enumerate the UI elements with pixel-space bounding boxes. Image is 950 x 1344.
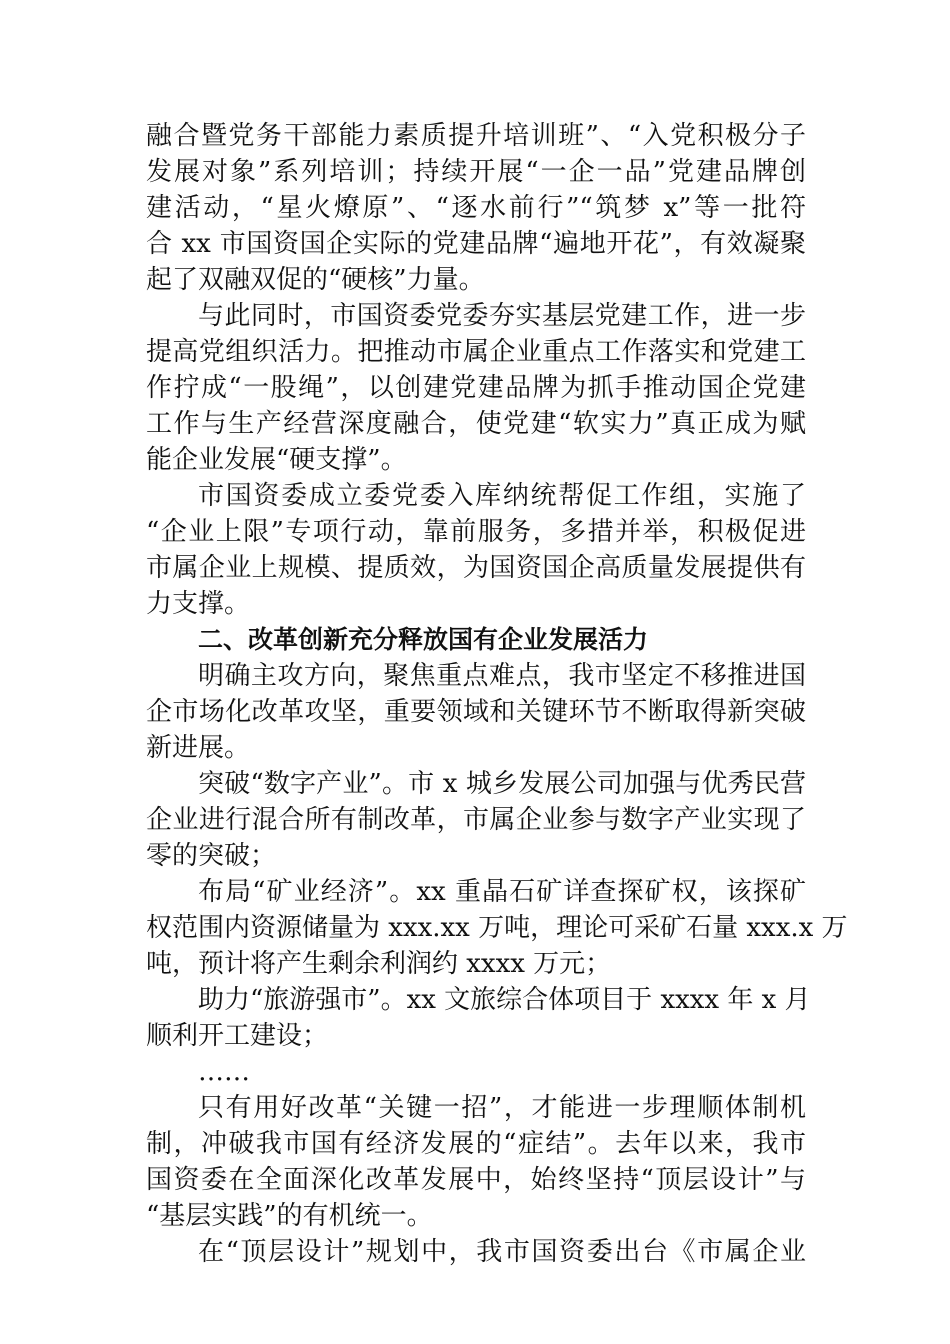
- text-line: 国资委在全面深化改革发展中，始终坚持“顶层设计”与: [146, 1165, 806, 1195]
- text-line: 权范围内资源储量为 xxx.xx 万吨，理论可采矿石量 xxx.x 万: [146, 913, 848, 943]
- text-line: 只有用好改革“关键一招”，才能进一步理顺体制机: [198, 1093, 806, 1123]
- text-line: “企业上限”专项行动，靠前服务，多措并举，积极促进: [146, 517, 806, 547]
- text-line: 布局“矿业经济”。xx 重晶石矿详查探矿权，该探矿: [198, 877, 806, 907]
- text-line: 新进展。: [146, 733, 251, 763]
- text-line: 吨，预计将产生剩余利润约 xxxx 万元；: [146, 949, 612, 979]
- text-line: 工作与生产经营深度融合，使党建“软实力”真正成为赋: [146, 409, 806, 439]
- text-line: 制，冲破我市国有经济发展的“症结”。去年以来，我市: [146, 1129, 806, 1159]
- text-line: 企业进行混合所有制改革，市属企业参与数字产业实现了: [146, 805, 806, 835]
- text-line: 力支撑。: [146, 589, 251, 619]
- text-line: 突破“数字产业”。市 x 城乡发展公司加强与优秀民营: [198, 769, 806, 799]
- text-line: 顺利开工建设；: [146, 1021, 329, 1051]
- text-line: “基层实践”的有机统一。: [146, 1201, 433, 1231]
- ellipsis: ……: [198, 1057, 250, 1087]
- text-line: 起了双融双促的“硬核”力量。: [146, 265, 485, 295]
- text-line: 零的突破；: [146, 841, 277, 871]
- text-line: 在“顶层设计”规划中，我市国资委出台《市属企业: [198, 1237, 806, 1267]
- text-line: 市属企业上规模、提质效，为国资国企高质量发展提供有: [146, 553, 806, 583]
- text-line: 助力“旅游强市”。xx 文旅综合体项目于 xxxx 年 x 月: [198, 985, 811, 1015]
- text-line: 市国资委成立委党委入库纳统帮促工作组，实施了: [198, 481, 806, 511]
- text-line: 明确主攻方向，聚焦重点难点，我市坚定不移推进国: [198, 661, 806, 691]
- text-line: 建活动，“星火燎原”、“逐水前行”“筑梦 x”等一批符: [146, 193, 806, 223]
- text-line: 发展对象”系列培训；持续开展“一企一品”党建品牌创: [146, 157, 806, 187]
- text-line: 作拧成“一股绳”，以创建党建品牌为抓手推动国企党建: [146, 373, 806, 403]
- text-line: 合 xx 市国资国企实际的党建品牌“遍地开花”，有效凝聚: [146, 229, 806, 259]
- text-line: 与此同时，市国资委党委夯实基层党建工作，进一步: [198, 301, 806, 331]
- text-line: 能企业发展“硬支撑”。: [146, 445, 407, 475]
- text-line: 企市场化改革攻坚，重要领域和关键环节不断取得新突破: [146, 697, 806, 727]
- text-line: 提高党组织活力。把推动市属企业重点工作落实和党建工: [146, 337, 806, 367]
- section-heading: 二、改革创新充分释放国有企业发展活力: [198, 625, 649, 654]
- text-line: 融合暨党务干部能力素质提升培训班”、“入党积极分子: [146, 121, 806, 151]
